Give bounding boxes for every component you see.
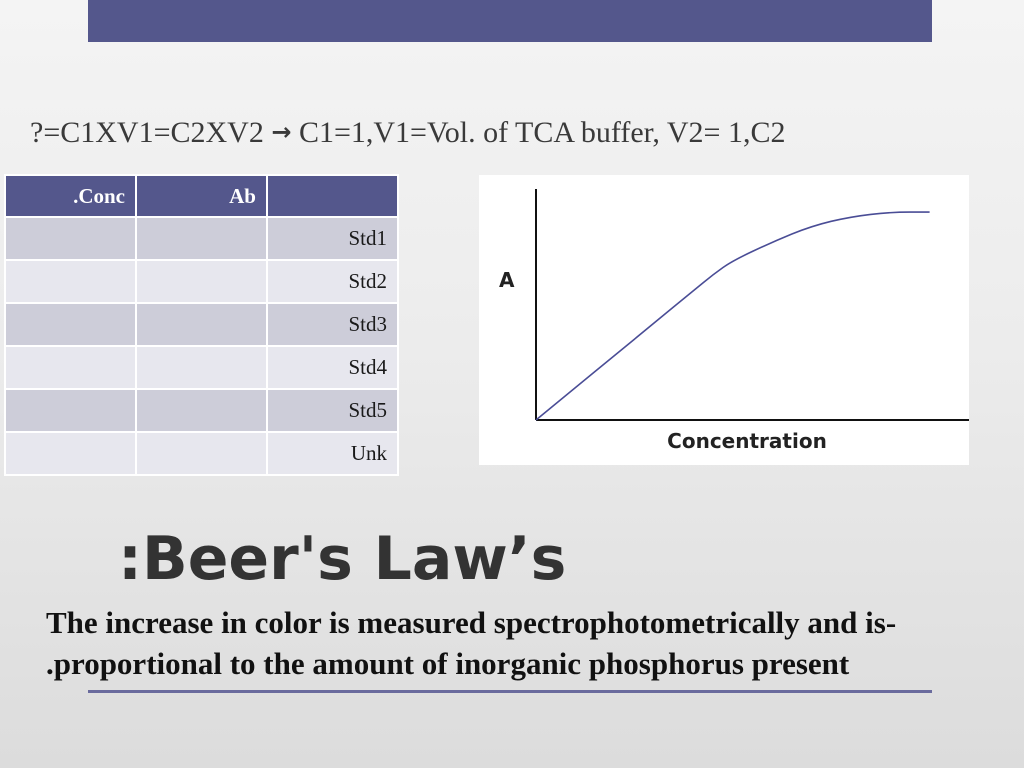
table-row [5,346,398,389]
chart-svg [479,175,969,465]
top-accent-bar [88,0,932,42]
table-cell-ab [136,260,267,303]
table-row [5,260,398,303]
table-cell-ab [136,432,267,475]
table-row [5,217,398,260]
table-cell-ab [136,303,267,346]
bottom-divider [88,690,932,693]
calibration-curve-chart [479,175,969,465]
table-cell-ab [136,389,267,432]
dilution-formula [30,116,930,150]
table-cell-sample: Std5 [267,389,398,432]
table-row [5,303,398,346]
table-cell-sample: Std3 [267,303,398,346]
table-cell-conc [5,303,136,346]
description-line-2: .proportional to the amount of inorganic phosphorus present [46,646,850,681]
table-cell-sample: Std1 [267,217,398,260]
table-row [5,432,398,475]
table-header-sample [267,175,398,217]
table-cell-sample: Unk [267,432,398,475]
table-cell-conc [5,389,136,432]
standards-table [4,174,399,476]
y-axis-label: A [499,268,515,292]
table-header-conc: .Conc [5,175,136,217]
table-cell-conc [5,346,136,389]
table-row [5,389,398,432]
arrow-right-icon: → [271,118,292,146]
table-cell-sample: Std4 [267,346,398,389]
description-text [46,602,986,684]
table-cell-ab [136,346,267,389]
table-header-row [5,175,398,217]
formula-text-before: ?=C1XV1=C2XV2 [30,116,272,149]
slide-title: :Beer's Law’s [118,524,567,594]
description-line-1: The increase in color is measured spectrophotometrically and is- [46,605,897,640]
x-axis-label: Concentration [667,429,827,453]
formula-text-after: C1=1,V1=Vol. of TCA buffer, V2= 1,C2 [291,116,786,149]
table-header-ab: Ab [136,175,267,217]
table-cell-ab [136,217,267,260]
series-line [536,212,930,420]
table-cell-conc [5,217,136,260]
table-cell-sample: Std2 [267,260,398,303]
table-cell-conc [5,432,136,475]
table-cell-conc [5,260,136,303]
